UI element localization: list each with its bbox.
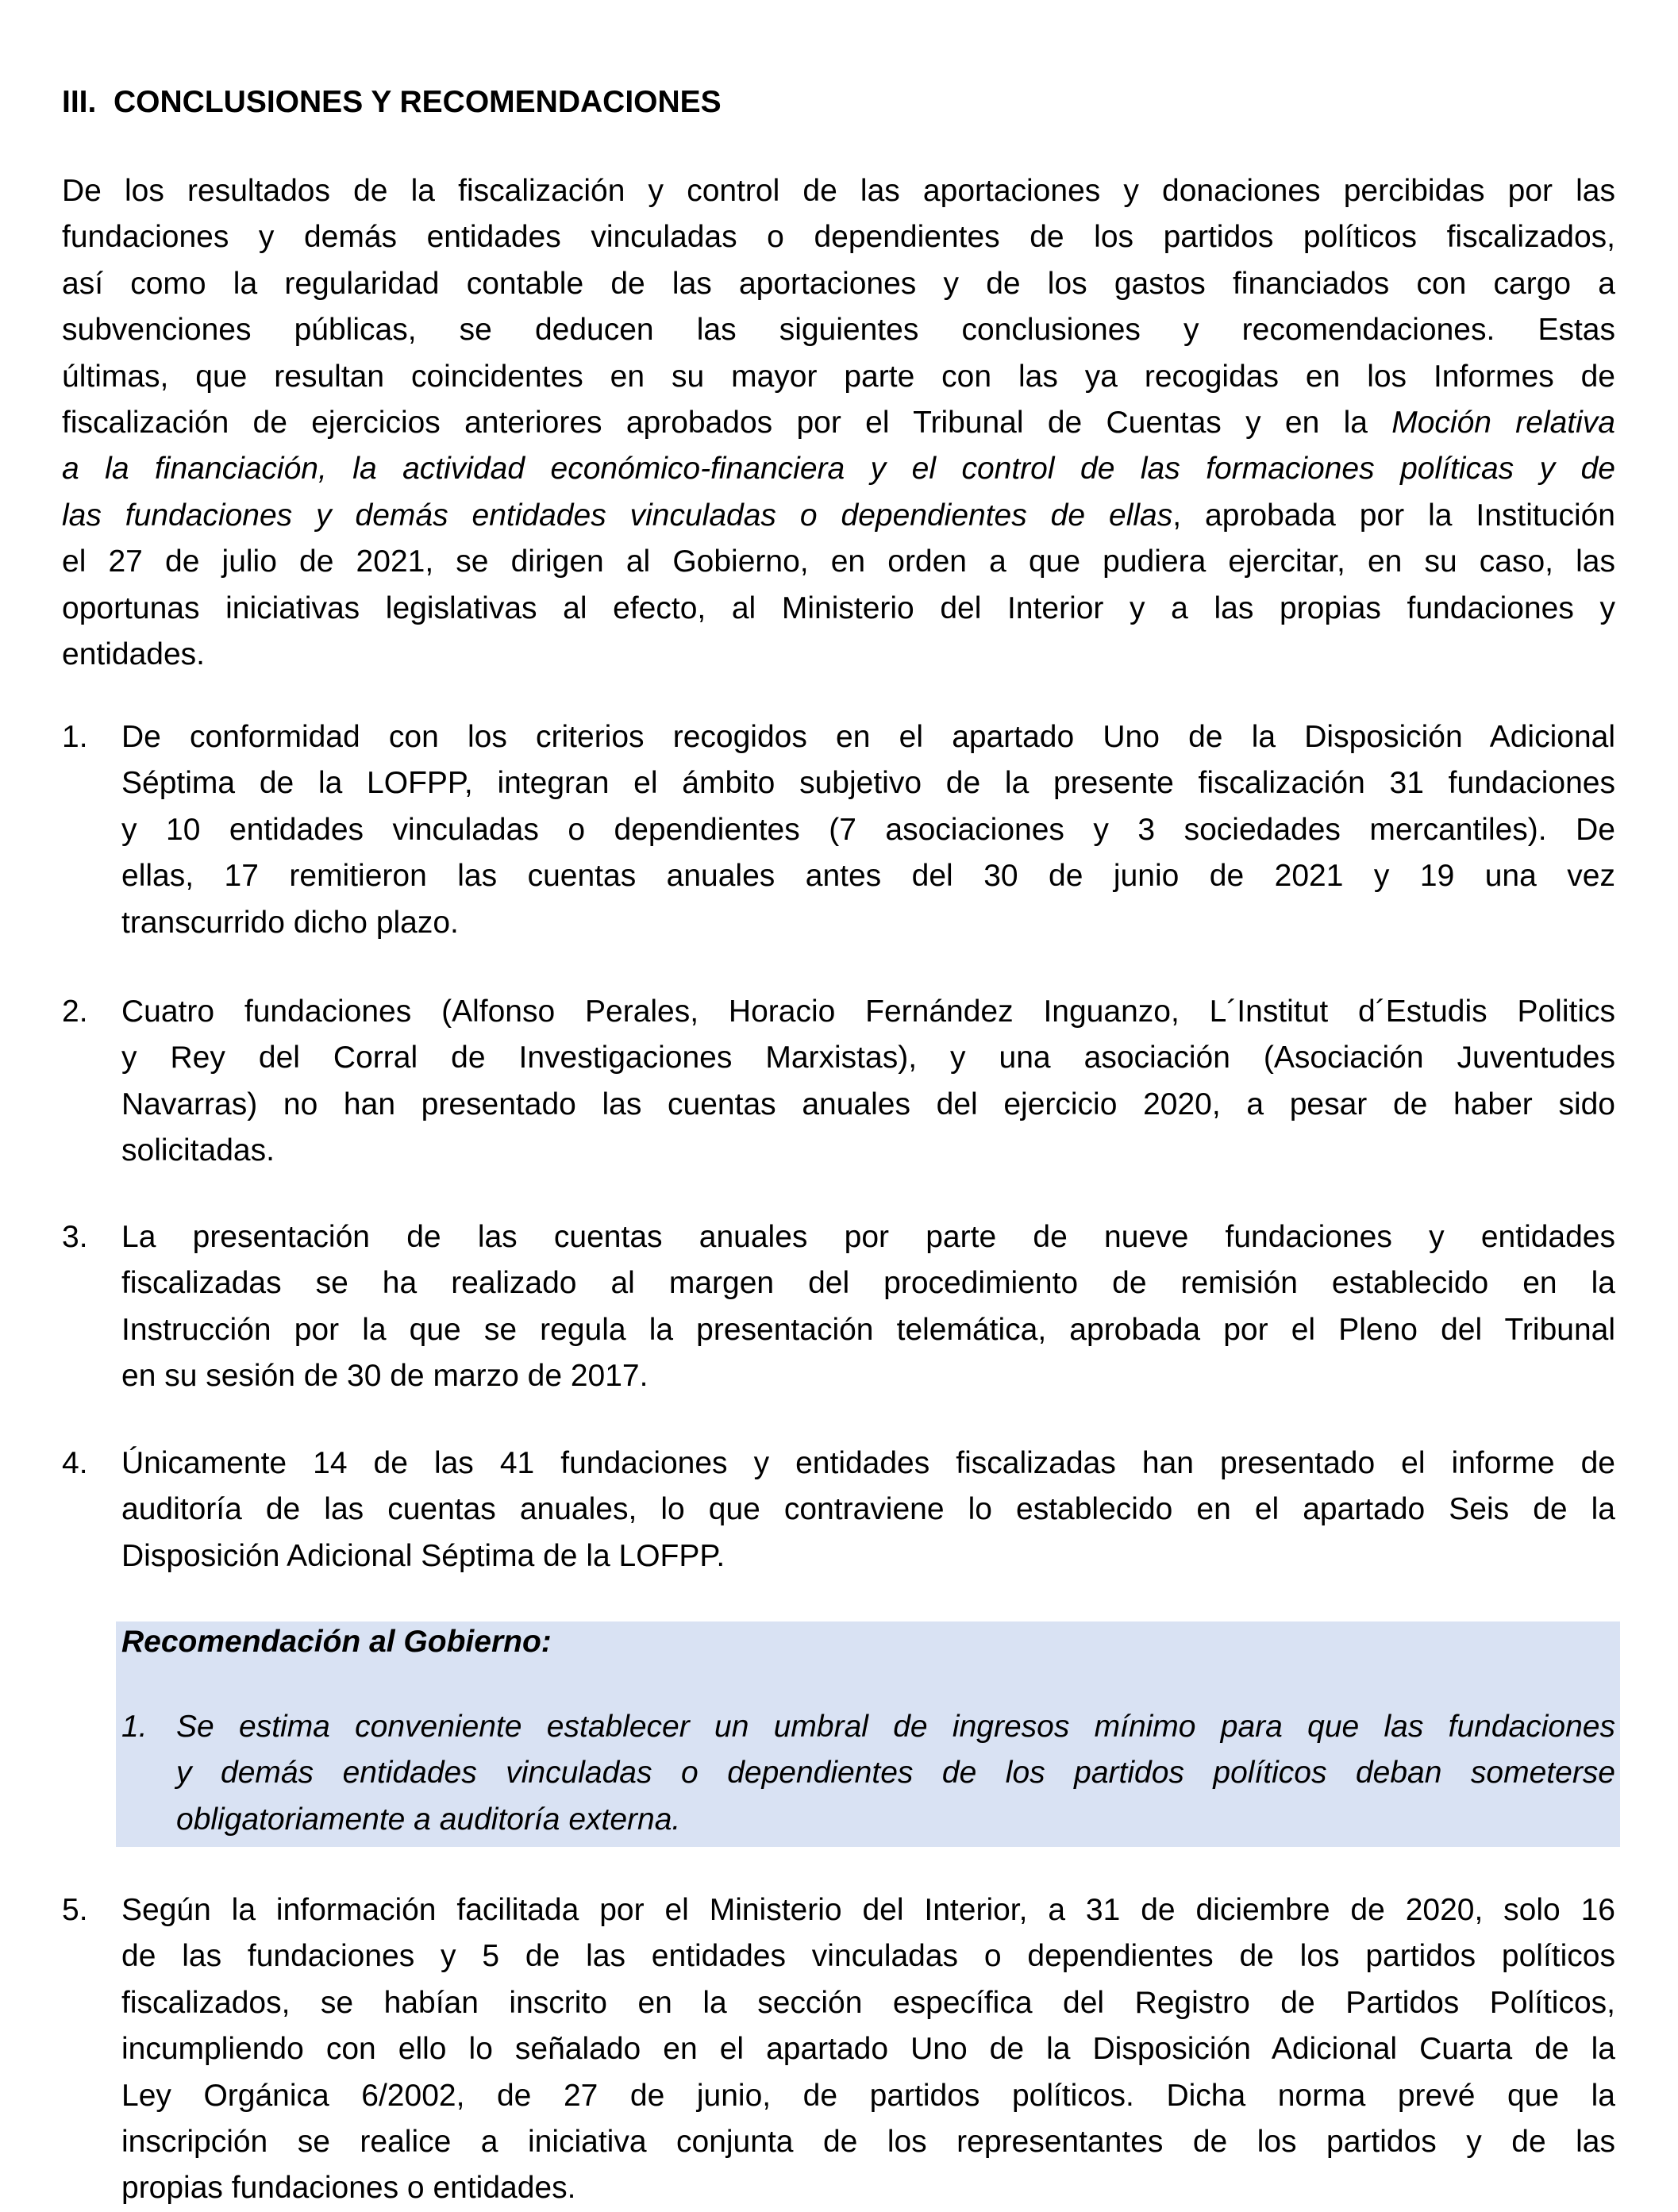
text-segment: Cuatro fundaciones (Alfonso Perales, Horacio Fernández Inguanzo, L´Institut d´Estudis Politics: [121, 994, 1615, 1029]
conclusion-item-5: [121, 1887, 1615, 2212]
text-line: [62, 307, 1615, 353]
text-segment: Disposición Adicional Séptima de la LOFPP.: [121, 1538, 725, 1573]
text-segment: fiscalizados, se habían inscrito en la sección específica del Registro de Partidos Políticos,: [121, 1985, 1615, 2020]
recommendation-text: [176, 1704, 1615, 1843]
text-line: [121, 2073, 1615, 2119]
italic-text: las fundaciones y demás entidades vinculadas o dependientes de ellas: [62, 498, 1173, 533]
section-heading: III. CONCLUSIONES Y RECOMENDACIONES: [62, 85, 722, 119]
text-line: [121, 2165, 1615, 2211]
text-segment: Según la información facilitada por el Ministerio del Interior, a 31 de diciembre de 2020, solo 16: [121, 1893, 1615, 1927]
text-line: [176, 1797, 1615, 1843]
italic-text: a la financiación, la actividad económico-financiera y el control de las formaciones políticas y de: [62, 452, 1615, 487]
text-segment: auditoría de las cuentas anuales, lo que contraviene lo establecido en el apartado Seis de la: [121, 1492, 1615, 1527]
text-line: [62, 261, 1615, 307]
text-segment: y 10 entidades vinculadas o dependientes (7 asociaciones y 3 sociedades mercantiles). De: [121, 812, 1615, 847]
text-segment: , aprobada por la Institución: [1172, 498, 1615, 533]
text-line: [121, 1353, 1615, 1399]
text-line: [121, 1533, 1615, 1579]
text-segment: el 27 de julio de 2021, se dirigen al Gobierno, en orden a que pudiera ejercitar, en su caso, las: [62, 544, 1615, 579]
text-line: [121, 807, 1615, 853]
text-line: [121, 2026, 1615, 2072]
conclusion-item-3: [121, 1214, 1615, 1400]
text-line: [121, 1214, 1615, 1260]
text-line: [121, 1035, 1615, 1081]
conclusion-item-4: [121, 1441, 1615, 1579]
text-line: [176, 1750, 1615, 1796]
text-line: [121, 853, 1615, 899]
text-segment: ellas, 17 remitieron las cuentas anuales antes del 30 de junio de 2021 y 19 una vez: [121, 859, 1615, 894]
text-line: [121, 1887, 1615, 1933]
text-segment: entidades.: [62, 637, 205, 672]
text-segment: oportunas iniciativas legislativas al efecto, al Ministerio del Interior y a las propias fundaciones y: [62, 591, 1615, 625]
text-line: [121, 1307, 1615, 1353]
text-segment: fiscalizadas se ha realizado al margen del procedimiento de remisión establecido en la: [121, 1266, 1615, 1301]
text-line: [121, 1487, 1615, 1533]
text-segment: Navarras) no han presentado las cuentas anuales del ejercicio 2020, a pesar de haber sido: [121, 1087, 1615, 1121]
text-line: [121, 989, 1615, 1035]
text-line: [121, 1128, 1615, 1174]
text-segment: Se estima conveniente establecer un umbral de ingresos mínimo para que las fundaciones: [176, 1710, 1615, 1744]
text-line: [62, 539, 1615, 585]
text-segment: y Rey del Corral de Investigaciones Marxistas), y una asociación (Asociación Juventudes: [121, 1041, 1615, 1075]
text-line: [62, 493, 1615, 539]
text-line: [121, 1933, 1615, 1979]
item-number: 4.: [62, 1446, 88, 1480]
text-line: [121, 1260, 1615, 1306]
italic-text: Moción relativa: [1391, 406, 1615, 440]
intro-paragraph: [62, 168, 1615, 678]
text-segment: últimas, que resultan coincidentes en su mayor parte con las ya recogidas en los Informes de: [62, 359, 1615, 394]
text-line: [62, 632, 1615, 678]
text-line: [176, 1704, 1615, 1750]
item-number: 1.: [62, 720, 88, 754]
text-segment: transcurrido dicho plazo.: [121, 905, 459, 940]
text-segment: La presentación de las cuentas anuales por parte de nueve fundaciones y entidades: [121, 1220, 1615, 1254]
text-line: [121, 2119, 1615, 2165]
recommendation-title: Recomendación al Gobierno:: [121, 1625, 552, 1659]
text-segment: en su sesión de 30 de marzo de 2017.: [121, 1359, 648, 1394]
text-segment: Únicamente 14 de las 41 fundaciones y entidades fiscalizadas han presentado el informe de: [121, 1446, 1615, 1480]
text-segment: propias fundaciones o entidades.: [121, 2171, 576, 2206]
text-line: [62, 400, 1615, 446]
text-segment: De los resultados de la fiscalización y control de las aportaciones y donaciones percibidas por las: [62, 174, 1615, 208]
item-number: 5.: [62, 1893, 88, 1927]
text-segment: de las fundaciones y 5 de las entidades vinculadas o dependientes de los partidos políticos: [121, 1939, 1615, 1974]
conclusion-item-2: [121, 989, 1615, 1175]
item-number: 3.: [62, 1220, 88, 1254]
text-segment: y demás entidades vinculadas o dependientes de los partidos políticos deban someterse: [176, 1756, 1615, 1791]
text-segment: solicitadas.: [121, 1133, 275, 1168]
text-line: [62, 446, 1615, 492]
conclusion-item-1: [121, 714, 1615, 946]
text-line: [62, 214, 1615, 260]
text-segment: Ley Orgánica 6/2002, de 27 de junio, de partidos políticos. Dicha norma prevé que la: [121, 2078, 1615, 2113]
text-segment: Séptima de la LOFPP, integran el ámbito subjetivo de la presente fiscalización 31 fundaciones: [121, 766, 1615, 801]
text-line: [62, 354, 1615, 400]
recommendation-number: 1.: [121, 1710, 148, 1744]
text-line: [121, 900, 1615, 946]
text-segment: De conformidad con los criterios recogidos en el apartado Uno de la Disposición Adicional: [121, 720, 1615, 754]
text-segment: fundaciones y demás entidades vinculadas o dependientes de los partidos políticos fiscalizados,: [62, 220, 1615, 255]
text-line: [121, 1980, 1615, 2026]
text-segment: subvenciones públicas, se deducen las siguientes conclusiones y recomendaciones. Estas: [62, 313, 1615, 348]
text-line: [121, 1441, 1615, 1487]
text-segment: así como la regularidad contable de las aportaciones y de los gastos financiados con cargo a: [62, 266, 1615, 301]
text-segment: obligatoriamente a auditoría externa.: [176, 1802, 681, 1837]
text-segment: inscripción se realice a iniciativa conjunta de los representantes de los partidos y de las: [121, 2125, 1615, 2160]
text-line: [62, 168, 1615, 214]
text-line: [121, 760, 1615, 806]
text-segment: Instrucción por la que se regula la presentación telemática, aprobada por el Pleno del Tribunal: [121, 1312, 1615, 1347]
text-line: [121, 714, 1615, 760]
item-number: 2.: [62, 994, 88, 1029]
text-line: [62, 586, 1615, 632]
text-segment: incumpliendo con ello lo señalado en el apartado Uno de la Disposición Adicional Cuarta de la: [121, 2032, 1615, 2067]
text-line: [121, 1082, 1615, 1128]
text-segment: fiscalización de ejercicios anteriores aprobados por el Tribunal de Cuentas y en la: [62, 406, 1392, 440]
